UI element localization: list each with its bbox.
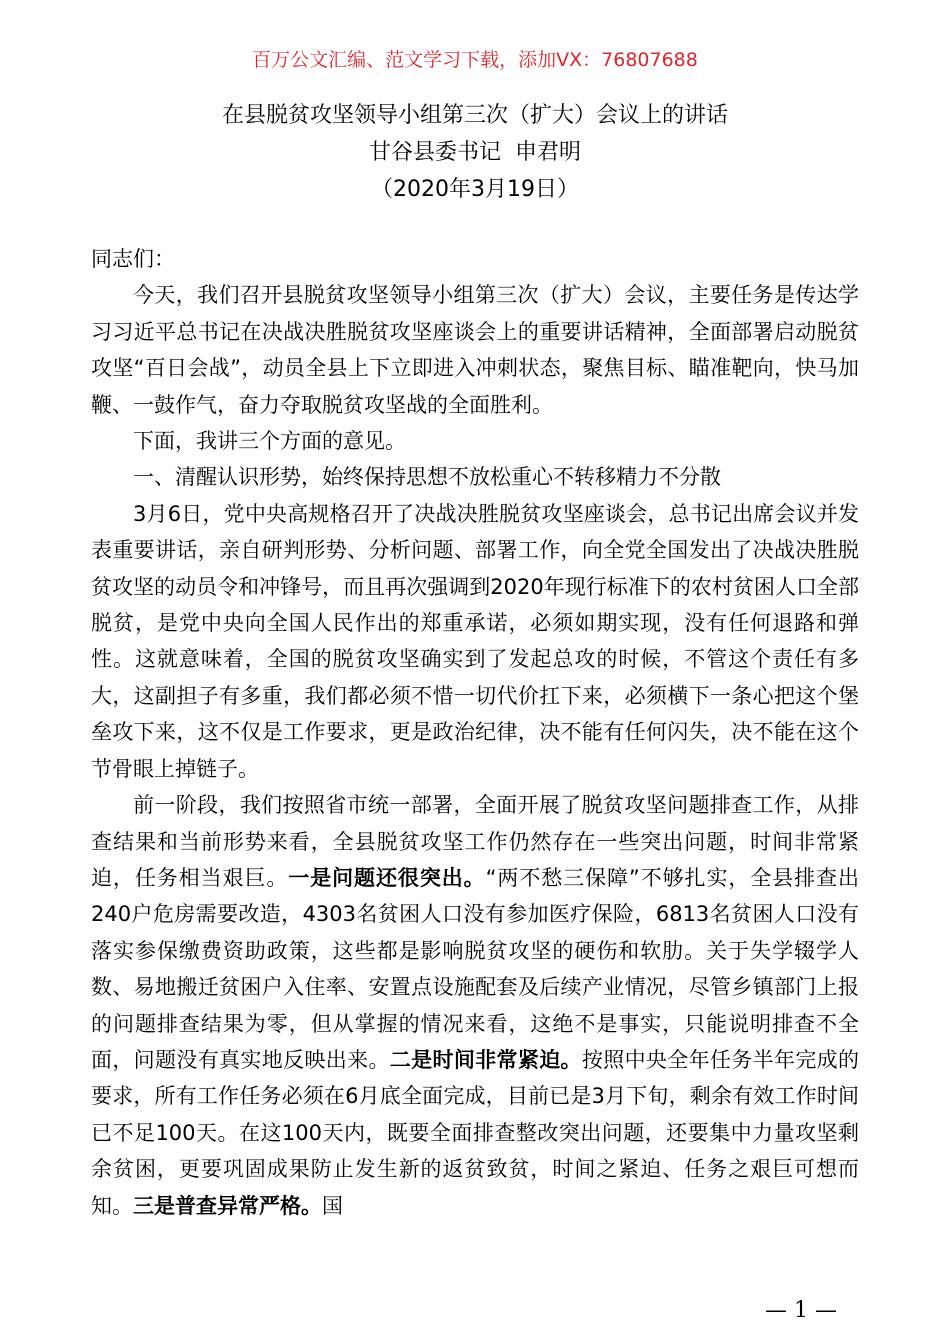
paragraph-intro: 今天，我们召开县脱贫攻坚领导小组第三次（扩大）会议，主要任务是传达学习习近平总书记在决战决胜脱贫攻坚座谈会上的重要讲话精神，全面部署启动脱贫攻坚“百日会战”，动员全县上下立即进入冲刺状态，聚焦目标、瞄准靶向，快马加鞭、一鼓作气，奋力夺取脱贫攻坚战的全面胜利。 <box>91 283 859 417</box>
title-block <box>0 97 950 208</box>
document-title: 在县脱贫攻坚领导小组第三次（扩大）会议上的讲话 <box>221 103 728 128</box>
date-line: （2020年3月19日） <box>371 177 579 202</box>
problems-intro: 前一阶段，我们按照省市统一部署，全面开展了脱贫攻坚问题排查工作，从排查结果和当前形势来看，全县脱贫攻坚工作仍然存在一些突出问题，时间非常紧迫，任务相当艰巨。 <box>91 793 859 890</box>
point-2-text: 按照中央全年任务半年完成的要求，所有工作任务必须在6月底全面完成，目前已是3月下旬，剩余有效工作时间已不足100天。在这100天内，既要全面排查整改突出问题，还要集中力量攻坚剩余贫困，更要巩固成果防止发生新的返贫致贫，时间之紧迫、任务之艰巨可想而知。 <box>91 1047 860 1218</box>
paragraph-problems <box>91 787 859 1224</box>
section-heading-1: 一、清醒认识形势，始终保持思想不放松重心不转移精力不分散 <box>133 465 721 490</box>
speaker-line: 甘谷县委书记 申君明 <box>369 140 581 165</box>
paragraph-outline: 下面，我讲三个方面的意见。 <box>133 429 406 454</box>
page-number: — 1 — <box>765 1298 837 1323</box>
point-3-text: 国 <box>322 1193 343 1218</box>
salutation: 同志们： <box>91 247 175 271</box>
point-3-heading: 三是普查异常严格。 <box>133 1193 322 1218</box>
speech-body <box>91 241 859 1224</box>
point-2-heading: 二是时间非常紧迫。 <box>389 1047 582 1072</box>
point-1-heading: 一是问题还很突出。 <box>288 865 486 890</box>
watermark-banner: 百万公文汇编、范文学习下载，添加VX：76807688 <box>252 49 698 71</box>
point-1-text: “两不愁三保障”不够扎实，全县排查出240户危房需要改造，4303名贫困人口没有参加医疗保险，6813名贫困人口没有落实参保缴费资助政策，这些都是影响脱贫攻坚的硬伤和软肋。关于失学辍学人数、易地搬迁贫困户入住率、安置点设施配套及后续产业情况，尽管乡镇部门上报的问题排查结果为零，但从掌握的情况来看，这绝不是事实，只能说明排查不全面，问题没有真实地反映出来。 <box>91 865 860 1072</box>
paragraph-meeting: 3月6日，党中央高规格召开了决战决胜脱贫攻坚座谈会，总书记出席会议并发表重要讲话，亲自研判形势、分析问题、部署工作，向全党全国发出了决战决胜脱贫攻坚的动员令和冲锋号，而且再次强调到2020年现行标准下的农村贫困人口全部脱贫，是党中央向全国人民作出的郑重承诺，必须如期实现，没有任何退路和弹性。这就意味着，全国的脱贫攻坚确实到了发起总攻的时候，不管这个责任有多大，这副担子有多重，我们都必须不惜一切代价扛下来，必须横下一条心把这个堡垒攻下来，这不仅是工作要求，更是政治纪律，决不能有任何闪失，决不能在这个节骨眼上掉链子。 <box>91 501 859 781</box>
